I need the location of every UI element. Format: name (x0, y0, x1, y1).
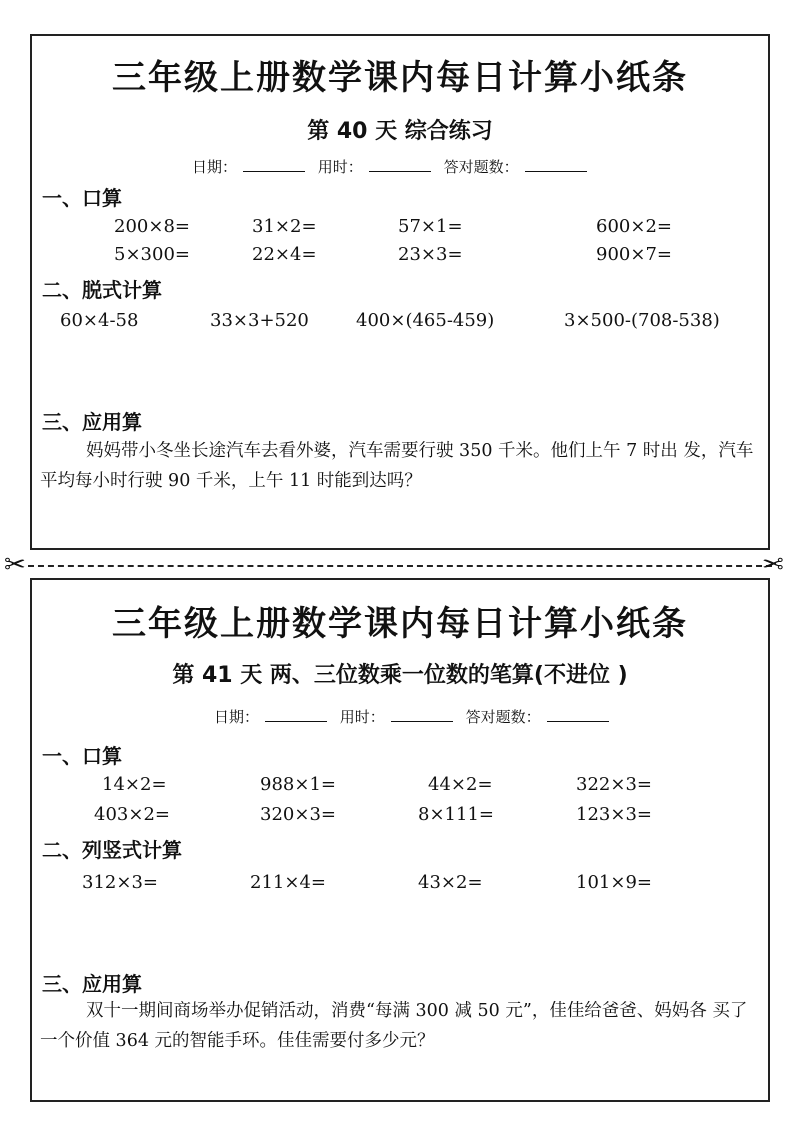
worksheet-subtitle: 第 40 天 综合练习 (307, 119, 493, 144)
word-problem-text: 妈妈带小冬坐长途汽车去看外婆，汽车需要行驶 350 千米。他们上午 7 时出 发，汽车平均每小时行驶 90 千米，上午 11 时能到达吗？ (40, 441, 754, 491)
word-problem-text: 双十一期间商场举办促销活动，消费“每满 300 减 50 元”，佳佳给爸爸、妈妈各 买了一个价值 364 元的智能手环。佳佳需要付多少元？ (40, 1001, 748, 1051)
oral-problem: 200×8= (114, 216, 190, 237)
worksheet-title: 三年级上册数学课内每日计算小纸条 (112, 604, 688, 644)
date-blank (243, 157, 305, 172)
oral-problem: 31×2= (252, 216, 317, 237)
oral-problem: 14×2= (102, 774, 167, 795)
oral-problem: 23×3= (398, 244, 463, 265)
section-heading-oral: 一、口算 (42, 186, 122, 210)
oral-problem: 22×4= (252, 244, 317, 265)
oral-problem: 320×3= (260, 804, 336, 825)
meta-row (192, 156, 595, 177)
date-blank (265, 707, 327, 722)
date-label: 日期： (192, 158, 238, 176)
stepwise-problem: 400×(465-459) (356, 310, 495, 331)
cut-line (28, 565, 772, 567)
time-blank (369, 157, 431, 172)
worksheet-day-41 (30, 578, 770, 1102)
oral-problem: 8×111= (418, 804, 494, 825)
vertical-problem: 312×3= (82, 872, 158, 893)
time-label: 用时： (339, 708, 385, 726)
section-heading-vertical: 二、列竖式计算 (42, 838, 182, 862)
section-heading-word-problem: 三、应用算 (42, 410, 142, 434)
time-label: 用时： (317, 158, 363, 176)
oral-problem: 57×1= (398, 216, 463, 237)
time-blank (391, 707, 453, 722)
oral-problem: 5×300= (114, 244, 190, 265)
worksheet-title: 三年级上册数学课内每日计算小纸条 (112, 58, 688, 98)
correct-blank (525, 157, 587, 172)
stepwise-problem: 60×4-58 (60, 310, 139, 331)
oral-problem: 600×2= (596, 216, 672, 237)
scissors-icon: ✂ (4, 550, 26, 580)
date-label: 日期： (214, 708, 260, 726)
vertical-problem: 211×4= (250, 872, 326, 893)
worksheet-day-40 (30, 34, 770, 550)
oral-problem: 322×3= (576, 774, 652, 795)
section-heading-word-problem: 三、应用算 (42, 972, 142, 996)
correct-label: 答对题数： (465, 708, 541, 726)
stepwise-problem: 3×500-(708-538) (564, 310, 720, 331)
stepwise-problem: 33×3+520 (210, 310, 309, 331)
oral-problem: 900×7= (596, 244, 672, 265)
oral-problem: 403×2= (94, 804, 170, 825)
vertical-problem: 43×2= (418, 872, 483, 893)
meta-row (214, 706, 617, 727)
oral-problem: 44×2= (428, 774, 493, 795)
section-heading-stepwise: 二、脱式计算 (42, 278, 162, 302)
correct-label: 答对题数： (443, 158, 519, 176)
oral-problem: 123×3= (576, 804, 652, 825)
scissors-icon: ✂ (762, 550, 784, 580)
correct-blank (547, 707, 609, 722)
vertical-problem: 101×9= (576, 872, 652, 893)
oral-problem: 988×1= (260, 774, 336, 795)
section-heading-oral: 一、口算 (42, 744, 122, 768)
worksheet-subtitle: 第 41 天 两、三位数乘一位数的笔算(不进位 ) (172, 663, 628, 688)
